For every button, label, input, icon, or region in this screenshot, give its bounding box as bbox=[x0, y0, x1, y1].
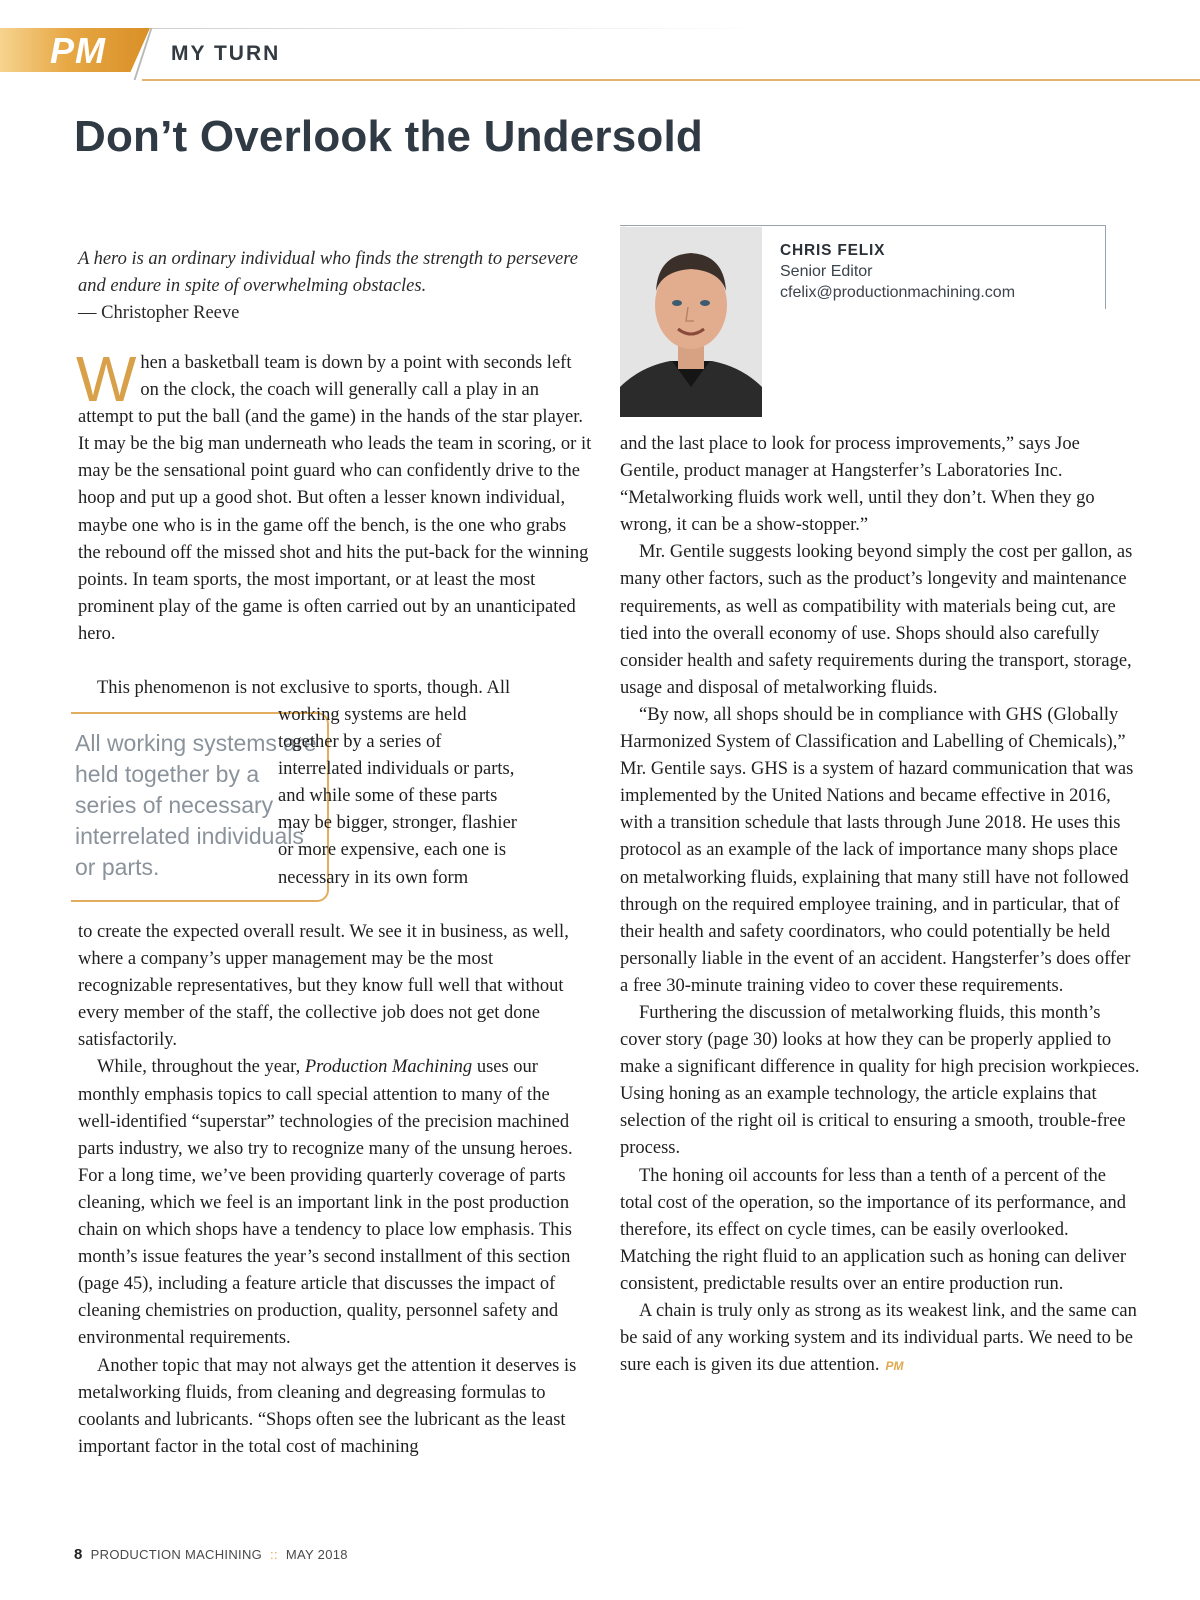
epigraph bbox=[78, 246, 578, 327]
article-title: Don’t Overlook the Undersold bbox=[74, 112, 703, 161]
section-label: MY TURN bbox=[171, 42, 281, 65]
footer-publication: PRODUCTION MACHINING bbox=[90, 1547, 263, 1562]
page-footer bbox=[74, 1546, 348, 1563]
paragraph-3-lead: While, throughout the year, bbox=[97, 1057, 305, 1078]
paragraph-2-end: to create the expected overall result. We see it in business, as well, where a company’s upper management may be the most recognizable representatives, but they know full well that without every member of the staff, the collective job does not get done satisfactorily. bbox=[78, 922, 569, 1051]
paragraph-5: Mr. Gentile suggests looking beyond simply the cost per gallon, as many other factors, such as the product’s longevity and maintenance requirements, as well as compatibility with materials being cut, are tied into the overall economy of use. Shops should also carefully consider health and safety requirements during the transport, storage, usage and disposal of metalworking fluids. bbox=[620, 542, 1133, 698]
paragraph-9-text: A chain is truly only as strong as its weakest link, and the same can be said of any working system and its individual parts. We need to be sure each is given its due attention. bbox=[620, 1301, 1137, 1376]
paragraph-3 bbox=[78, 1054, 592, 1352]
paragraph-7: Furthering the discussion of metalworking fluids, this month’s cover story (page 30) looks at how they can be properly applied to make a significant difference in quality for high precision workpieces. Using honing as an example technology, the article explains that selection of the right oil is critical to ensuring a smooth, trouble-free process. bbox=[620, 1002, 1140, 1159]
page-number: 8 bbox=[74, 1546, 83, 1563]
paragraph-3-rest: uses our monthly emphasis topics to call special attention to many of the well-identified “superstar” technologies of the precision machined parts industry, we also try to recognize many of the unsung heroes. For a long time, we’ve been providing quarterly coverage of parts cleaning, which we feel is an important link in the post production chain on which shops have a tendency to place low emphasis. This month’s issue features the year’s second installment of this section (page 45), including a feature article that discusses the impact of cleaning chemistries on production, quality, personnel safety and environmental requirements. bbox=[78, 1057, 573, 1349]
header-rule bbox=[142, 79, 1200, 81]
author-name: CHRIS FELIX bbox=[780, 242, 886, 259]
pm-logo: PM bbox=[50, 30, 106, 71]
author-portrait-icon bbox=[620, 227, 762, 417]
paragraph-6: “By now, all shops should be in compliance with GHS (Globally Harmonized System of Classification and Labelling of Chemicals),” Mr. Gentile says. GHS is a system of hazard communication that was implemented by the United Nations and became effective in 2016, with a transition schedule that lasts through June 2018. He uses this protocol as an example of the lack of importance many shops place on metalworking fluids, explaining that many still have not followed through on the required employee training, and in particular, that of their health and safety coordinators, who could potentially be held personally liable in the event of an accident. Hangsterfer’s does offer a free 30-minute training video to cover these requirements. bbox=[620, 704, 1134, 996]
paragraph-4-continued: and the last place to look for process improvements,” says Joe Gentile, product manager at Hangsterfer’s Laboratories Inc. “Metalworking fluids work well, until they don’t. When they go wrong, it can be a show-stopper.” bbox=[620, 434, 1095, 536]
paragraph-4: Another topic that may not always get the attention it deserves is metalworking fluids, from cleaning and degreasing formulas to coolants and lubricants. “Shops often see the lubricant as the least important factor in the total cost of machining bbox=[78, 1355, 577, 1457]
publication-name: Production Machining bbox=[304, 1057, 473, 1078]
paragraph-8: The honing oil accounts for less than a tenth of a percent of the total cost of the operation, so the importance of its performance, and therefore, its effect on cycle times, can be easily overlooked. Matching the right fluid to an application such as honing can deliver consistent, predictable results over an entire production run. bbox=[620, 1165, 1127, 1294]
author-card bbox=[620, 225, 1106, 417]
author-photo bbox=[620, 227, 762, 417]
paragraph-2-beside-pullquote: working systems are held together by a series of interrelated individuals or parts, and while some of these parts may be bigger, stronger, flashier or more expensive, each one is necessary in its own form bbox=[278, 705, 517, 888]
left-column-top bbox=[76, 343, 592, 648]
footer-issue: MAY 2018 bbox=[285, 1547, 348, 1562]
author-email-link[interactable]: cfelix@productionmachining.com bbox=[780, 284, 1016, 301]
epigraph-attribution: — Christopher Reeve bbox=[78, 303, 240, 323]
paragraph-1-text: hen a basketball team is down by a point with seconds left on the clock, the coach will generally call a play in an attempt to put the ball (and the game) in the hands of the star player. It may be the big man underneath who leads the team in scoring, or it may be the sensational point guard who can confidently drive to the hoop and put up a good shot. But often a lesser known individual, maybe one who is in the game off the bench, is the one who grabs the rebound off the missed shot and hits the put-back for the winning points. In team sports, the most important, or at least the most prominent play of the game is often carried out by an unanticipated hero. bbox=[78, 353, 592, 644]
paragraph-9 bbox=[620, 1298, 1140, 1380]
end-mark: PM bbox=[885, 1359, 904, 1374]
author-role: Senior Editor bbox=[780, 263, 873, 280]
paragraph-2-start bbox=[78, 675, 592, 702]
left-column-bottom bbox=[78, 919, 592, 1461]
footer-separator: :: bbox=[270, 1547, 278, 1562]
paragraph-1 bbox=[76, 343, 592, 648]
drop-cap: W bbox=[76, 343, 137, 415]
section-header bbox=[0, 28, 1200, 80]
pull-quote: All working systems are held together by a series of necessary interrelated individuals or parts. bbox=[75, 730, 317, 880]
paragraph-2-lead: This phenomenon is not exclusive to sports, though. All bbox=[97, 678, 511, 698]
right-column bbox=[620, 431, 1140, 1380]
header-top-rule bbox=[150, 28, 770, 29]
epigraph-quote: A hero is an ordinary individual who finds the strength to persevere and endure in spite of overwhelming obstacles. bbox=[78, 249, 578, 296]
